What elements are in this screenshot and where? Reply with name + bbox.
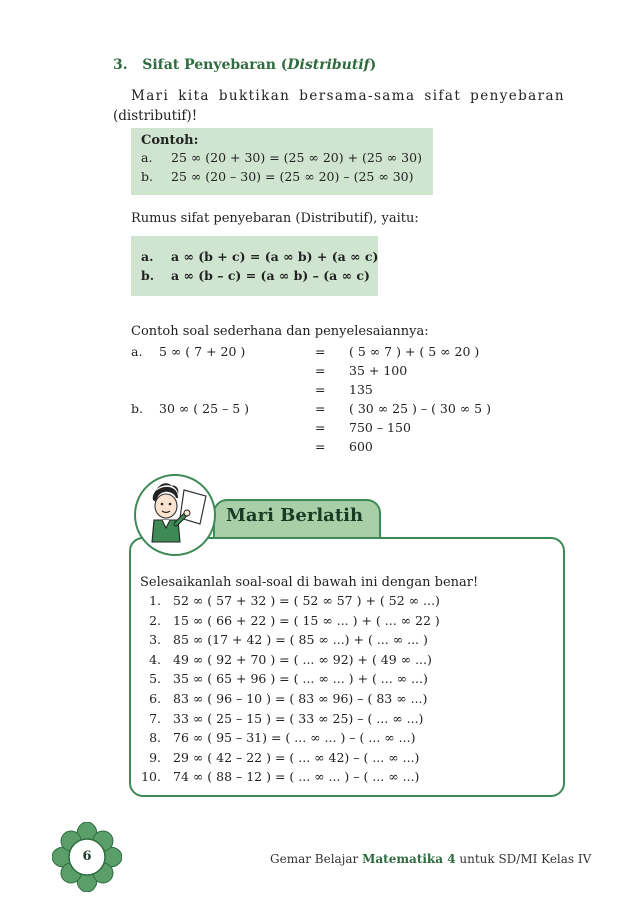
row-text: 25 ∞ (20 – 30) = (25 ∞ 20) – (25 ∞ 30) (171, 169, 414, 184)
solved-eq: = (315, 439, 326, 454)
item-text: 85 ∞ (17 + 42 ) = ( 85 ∞ ...) + ( ... ∞ ... ) (173, 632, 428, 648)
intro-paragraph (113, 86, 565, 126)
solved-result: 135 (349, 382, 373, 397)
solved-label (131, 420, 159, 439)
formula-row-b (141, 266, 378, 285)
intro-line-2: (distributif)! (113, 108, 198, 124)
item-text: 29 ∞ ( 42 – 22 ) = ( ... ∞ 42) – ( ... ∞ ...) (173, 749, 420, 765)
item-number: 10. (141, 769, 161, 785)
item-text: 83 ∞ ( 96 – 10 ) = ( 83 ∞ 96) – ( 83 ∞ ...) (173, 690, 428, 706)
item-text: 52 ∞ ( 57 + 32 ) = ( 52 ∞ 57 ) + ( 52 ∞ ...) (173, 593, 440, 608)
example-row-b (141, 167, 433, 186)
list-item (131, 730, 440, 750)
row-label: a. (141, 150, 153, 165)
section-title: Sifat Penyebaran ( (142, 57, 288, 73)
formula-box (131, 236, 378, 296)
list-item (131, 769, 440, 789)
list-item (131, 652, 440, 672)
row-label: b. (141, 169, 153, 184)
solved-result: 35 + 100 (349, 363, 408, 378)
item-number: 2. (149, 612, 161, 628)
solved-intro: Contoh soal sederhana dan penyelesaiannya: (131, 324, 429, 339)
section-heading (113, 57, 376, 73)
solved-expr (159, 382, 315, 401)
student-illustration (134, 474, 216, 556)
row-text: 25 ∞ (20 + 30) = (25 ∞ 20) + (25 ∞ 30) (171, 150, 422, 165)
item-text: 15 ∞ ( 66 + 22 ) = ( 15 ∞ ... ) + ( ... ∞ 22 ) (173, 612, 440, 628)
page-number: 6 (82, 849, 92, 864)
practice-title: Mari Berlatih (226, 505, 364, 526)
footer-prefix: Gemar Belajar (270, 852, 363, 866)
solved-expr (159, 439, 315, 458)
footer-accent: Matematika 4 (362, 852, 456, 866)
list-item (131, 632, 440, 652)
row-text: a ∞ (b + c) = (a ∞ b) + (a ∞ c) (171, 249, 379, 264)
list-item (131, 613, 440, 633)
footer-suffix: untuk SD/MI Kelas IV (455, 852, 592, 866)
section-title-close: ) (369, 57, 377, 73)
solved-eq: = (315, 382, 326, 397)
solved-result: ( 30 ∞ 25 ) – ( 30 ∞ 5 ) (349, 401, 491, 416)
intro-line-1: Mari kita buktikan bersama-sama sifat penyebaran (131, 88, 565, 104)
solved-eq: = (315, 363, 326, 378)
example-rows (131, 148, 433, 186)
solved-expr: 30 ∞ ( 25 – 5 ) (159, 401, 250, 416)
item-number: 8. (149, 730, 161, 746)
item-number: 6. (149, 690, 161, 706)
student-drawing (136, 476, 214, 554)
item-text: 35 ∞ ( 65 + 96 ) = ( ... ∞ ... ) + ( ... ∞ ...) (173, 671, 428, 687)
list-item (131, 711, 440, 731)
solved-label: a. (131, 344, 143, 359)
solved-label (131, 439, 159, 458)
solved-row (131, 420, 491, 439)
solved-label (131, 382, 159, 401)
item-number: 7. (149, 710, 161, 726)
row-label: b. (141, 268, 155, 283)
item-number: 9. (149, 749, 161, 765)
solved-result: ( 5 ∞ 7 ) + ( 5 ∞ 20 ) (349, 344, 480, 359)
list-item (131, 593, 440, 613)
solved-eq: = (315, 401, 326, 416)
solved-expr (159, 363, 315, 382)
item-number: 4. (149, 651, 161, 667)
row-label: a. (141, 249, 154, 264)
solved-expr (159, 420, 315, 439)
example-title: Contoh: (141, 133, 199, 148)
section-number: 3. (113, 57, 128, 73)
row-text: a ∞ (b – c) = (a ∞ b) – (a ∞ c) (171, 268, 370, 283)
solved-result: 600 (349, 439, 373, 454)
item-text: 33 ∞ ( 25 – 15 ) = ( 33 ∞ 25) – ( ... ∞ ...) (173, 710, 424, 726)
example-row-a (141, 148, 433, 167)
footer-book-title (270, 852, 591, 866)
solved-row (131, 344, 491, 363)
solved-table (131, 344, 491, 458)
item-text: 49 ∞ ( 92 + 70 ) = ( ... ∞ 92) + ( 49 ∞ ...) (173, 651, 432, 667)
list-item (131, 671, 440, 691)
formula-intro: Rumus sifat penyebaran (Distributif), yaitu: (131, 211, 419, 226)
solved-row (131, 363, 491, 382)
item-number: 5. (149, 671, 161, 687)
example-box (131, 128, 433, 195)
item-number: 3. (149, 632, 161, 648)
practice-instruction: Selesaikanlah soal-soal di bawah ini dengan benar! (140, 575, 479, 590)
solved-row (131, 401, 491, 420)
item-number: 1. (149, 593, 161, 608)
solved-result: 750 – 150 (349, 420, 411, 435)
solved-eq: = (315, 420, 326, 435)
list-item (131, 691, 440, 711)
item-text: 74 ∞ ( 88 – 12 ) = ( ... ∞ ... ) – ( ... ∞ ...) (173, 769, 420, 785)
solved-expr: 5 ∞ ( 7 + 20 ) (159, 344, 246, 359)
solved-eq: = (315, 344, 326, 359)
solved-row (131, 382, 491, 401)
list-item (131, 750, 440, 770)
solved-label (131, 363, 159, 382)
item-text: 76 ∞ ( 95 – 31) = ( ... ∞ ... ) – ( ... ∞ ...) (173, 730, 416, 746)
solved-row (131, 439, 491, 458)
solved-label: b. (131, 401, 143, 416)
section-title-italic: Distributif (287, 57, 370, 73)
practice-list (131, 593, 440, 789)
formula-row-a (141, 247, 378, 266)
